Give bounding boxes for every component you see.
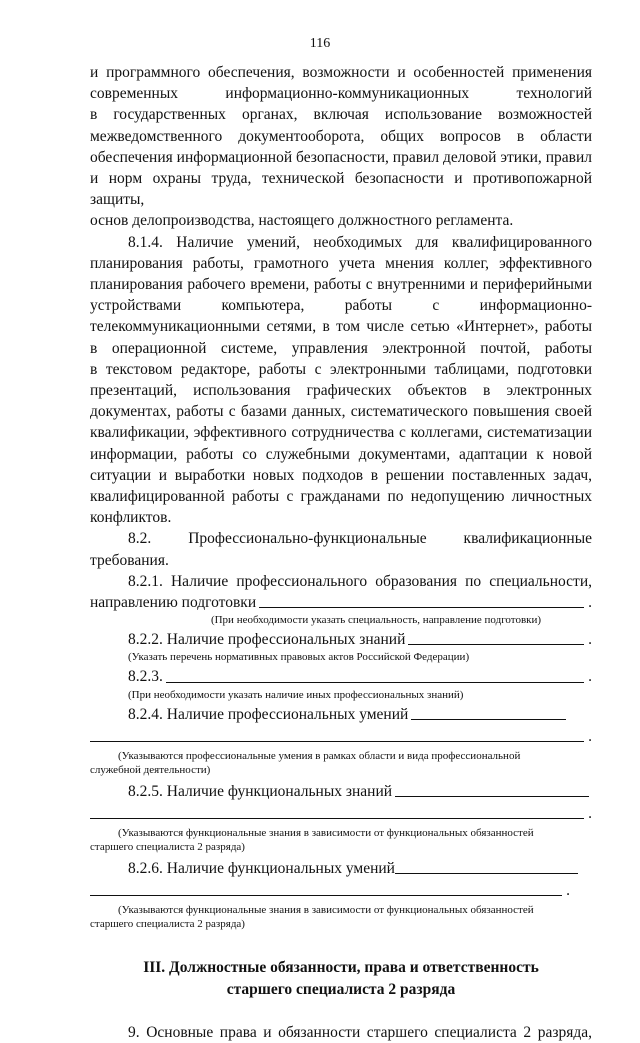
field-hint: старшего специалиста 2 разряда) — [90, 841, 245, 854]
text-line: и программного обеспечения, возможности и особенностей применения — [90, 64, 592, 81]
paragraph-9: 9. Основные права и обязанности старшего специалиста 2 разряда, — [128, 1023, 592, 1041]
paragraph-8-2-6 — [90, 858, 592, 931]
blank-line — [166, 682, 584, 683]
field-label: направлению подготовки — [90, 594, 257, 612]
text-line: презентаций, использования графических объектов в электронных — [90, 382, 592, 400]
fill-in-row — [90, 879, 592, 901]
text-line: в государственных органах, включая использование возможностей — [90, 106, 592, 124]
field-hint: (При необходимости указать наличие иных профессиональных знаний) — [128, 688, 464, 701]
fill-in-row — [90, 592, 592, 613]
fill-in-row — [90, 802, 592, 824]
blank-line — [90, 818, 584, 819]
field-hint: старшего специалиста 2 разряда) — [90, 918, 245, 931]
blank-line — [408, 644, 584, 645]
fill-in-row — [90, 666, 592, 687]
text-line: конфликтов. — [90, 509, 172, 527]
fill-in-row — [90, 781, 592, 802]
field-hint: (Указываются функциональные знания в зависимости от функциональных обязанностей — [118, 827, 534, 840]
text-line: планирования рабочего времени, работы с внутренними и периферийными — [90, 276, 592, 294]
text-line: основ делопроизводства, настоящего должностного регламента. — [90, 212, 514, 230]
text-line: межведомственного документооборота, общих вопросов в области — [90, 127, 592, 145]
blank-line — [411, 719, 566, 720]
paragraph-8-2 — [90, 528, 592, 570]
paragraph-8-2-5 — [90, 781, 592, 854]
field-hint: служебной деятельности) — [90, 763, 211, 776]
text-line: устройствами компьютера, работы с информационно- — [90, 297, 592, 315]
period: . — [588, 727, 592, 745]
text-line: квалификации, эффективного сотрудничества с коллегами, систематизации — [90, 424, 592, 442]
text-line: документах, работы с базами данных, систематического повышения своей — [90, 403, 592, 421]
text-line: и норм охраны труда, технической безопасности и противопожарной защиты, — [90, 170, 592, 209]
section-heading-line: III. Должностные обязанности, права и ответственность — [143, 959, 539, 977]
paragraph-8-2-2 — [90, 629, 592, 664]
blank-line — [90, 741, 584, 742]
period: . — [588, 594, 592, 612]
paragraph-8-2-1 — [90, 571, 592, 627]
field-label: 8.2.2. Наличие профессиональных знаний — [128, 631, 406, 649]
fill-in-row — [90, 725, 592, 747]
text-line: 8.2. Профессионально-функциональные квалификационные — [128, 530, 592, 548]
fill-in-row — [90, 704, 592, 725]
text-line: планирования работы, грамотного учета мнения коллег, эффективного — [90, 254, 592, 272]
field-hint: (Указать перечень нормативных правовых актов Российской Федерации) — [128, 651, 470, 664]
section-heading-line: старшего специалиста 2 разряда — [226, 980, 456, 998]
field-hint: (Указываются профессиональные умения в рамках области и вида профессиональной — [118, 749, 521, 762]
text-line: в операционной системе, управления электронной почтой, работы — [90, 339, 592, 357]
text-line: информации, работы со служебными документами, адаптации к новой — [90, 445, 592, 463]
blank-line — [395, 796, 589, 797]
field-hint: (Указываются функциональные знания в зависимости от функциональных обязанностей — [118, 904, 534, 917]
blank-line — [395, 873, 578, 874]
field-label: 8.2.5. Наличие функциональных знаний — [128, 782, 393, 800]
text-line: в текстовом редакторе, работы с электронными таблицами, подготовки — [90, 360, 592, 378]
paragraph-8-1-4 — [90, 232, 592, 529]
section-heading — [90, 957, 592, 999]
period: . — [588, 631, 592, 649]
paragraph-8-2-3 — [90, 666, 592, 701]
period: . — [588, 804, 592, 822]
text-line: 8.2.1. Наличие профессионального образования по специальности, — [128, 572, 592, 590]
text-line: 8.1.4. Наличие умений, необходимых для квалифицированного — [128, 233, 592, 251]
blank-line — [90, 895, 562, 896]
field-hint: (При необходимости указать специальность, направление подготовки) — [210, 614, 542, 627]
paragraph-8-2-4 — [90, 704, 592, 777]
text-line: современных информационно-коммуникационных технологий — [90, 85, 592, 103]
text-line: квалифицированной работы с гражданами по недопущению личностных — [90, 488, 592, 506]
field-label: 8.2.3. — [128, 668, 163, 686]
text-line: ситуации и выработки новых подходов в решении поставленных задач, — [90, 466, 592, 484]
page-number: 116 — [309, 36, 331, 51]
fill-in-row — [90, 629, 592, 650]
document-body — [90, 62, 592, 1043]
period: . — [566, 882, 570, 900]
fill-in-row — [90, 858, 592, 879]
field-label: 8.2.4. Наличие профессиональных умений — [128, 705, 409, 723]
paragraph-intro — [90, 62, 592, 232]
field-label: 8.2.6. Наличие функциональных умений — [128, 860, 395, 878]
text-line: телекоммуникационными сетями, в том числе сетью «Интернет», работы — [90, 318, 592, 336]
blank-line — [259, 607, 584, 608]
text-line: требования. — [90, 551, 169, 569]
text-line: обеспечения информационной безопасности, правил деловой этики, правил — [90, 148, 592, 166]
period: . — [588, 668, 592, 686]
